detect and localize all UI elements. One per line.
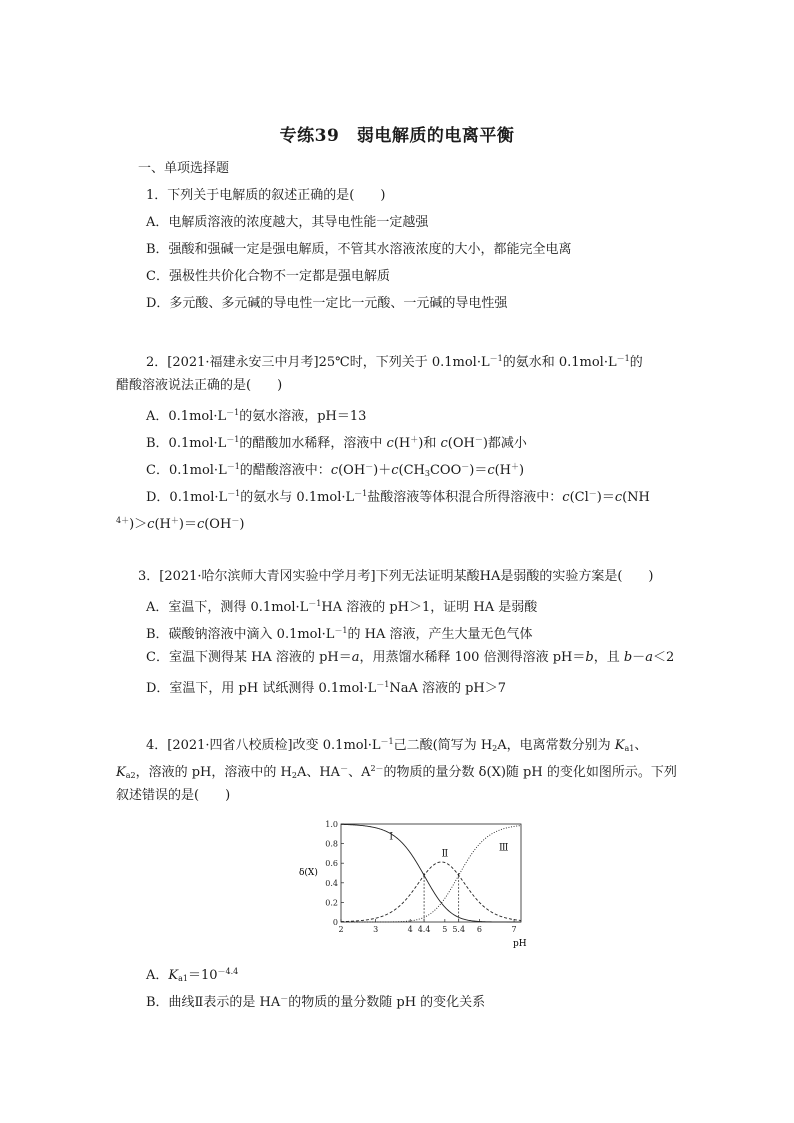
series-curve-3 (341, 826, 521, 922)
q1-option-b: B．强酸和强碱一定是强电解质，不管其水溶液浓度的大小，都能完全电离 (146, 242, 572, 257)
q4-stem: 4．[2021·四省八校质检]改变 $0.1mol\cdot L^{-1}$己二酸(简写为 $H_2A$，电离常数分别为 $K_{a1}$、 (146, 737, 648, 753)
y-tick-label: 0.8 (325, 839, 338, 849)
y-tick-label: 0.2 (325, 898, 338, 908)
q1-option-a: A．电解质溶液的浓度越大，其导电性能一定越强 (146, 215, 429, 230)
section-heading: 一、单项选择题 (138, 161, 230, 176)
q3-option-c: C．室温下测得某 HA 溶液的 pH＝a，用蒸馏水稀释 100 倍测得溶液 pH＝b，且 b－a＜2 (146, 650, 675, 665)
y-tick-label: 0.6 (325, 859, 338, 869)
page-title: 专练39 弱电解质的电离平衡 (279, 126, 515, 146)
q2-stem-cont: 醋酸溶液说法正确的是( ) (116, 378, 283, 393)
series-label-3: Ⅲ (498, 842, 509, 854)
q2-option-d: D．$0.1mol\cdot L^{-1}$的氨水与 $0.1mol\cdot L^{-1}$盐酸溶液等体积混合所得溶液中：c(Cl－)＝c(NH (146, 489, 650, 505)
series-label-1: Ⅰ (389, 831, 394, 843)
x-tick-label: 4.4 (417, 925, 431, 934)
series-curve-1 (341, 824, 521, 922)
delta-ph-chart (295, 815, 535, 950)
plot-frame (341, 824, 521, 922)
q3-option-b: B．碳酸钠溶液中滴入 $0.1mol\cdot L^{-1}$的 HA 溶液，产生大量无色气体 (146, 626, 533, 642)
x-tick-label: 2 (338, 925, 344, 934)
q4-option-a: A．$K_{a1}=10^{-4.4}$ (146, 967, 239, 983)
q2-option-a: A．$0.1mol\cdot L^{-1}$的氨水溶液，pH＝13 (146, 408, 367, 424)
q1-option-d: D．多元酸、多元碱的导电性一定比一元酸、一元碱的导电性强 (146, 296, 508, 311)
x-tick-label: 4 (407, 925, 413, 934)
q4-stem-cont2: 叙述错误的是( ) (116, 788, 231, 803)
q4-stem-cont: $K_{a2}$，溶液的 pH，溶液中的 $H_2A$、HA－、$A^{2-}$的物质的量分数 δ(X)随 pH 的变化如图所示。下列 (116, 764, 677, 780)
x-tick-label: 5.4 (452, 925, 466, 934)
y-tick-label: 1.0 (325, 820, 338, 829)
q1-stem: 1．下列关于电解质的叙述正确的是( ) (146, 188, 386, 203)
q2-option-c: C．$0.1mol\cdot L^{-1}$的醋酸溶液中：$c(OH^-)+c(CH_3COO^-)=c(H^+)$ (146, 462, 525, 478)
q3-stem: 3．[2021·哈尔滨师大青冈实验中学月考]下列无法证明某酸HA是弱酸的实验方案是( ) (138, 569, 654, 584)
q4-option-b: B．曲线Ⅱ表示的是 HA－的物质的量分数随 pH 的变化关系 (146, 994, 486, 1010)
q2-option-d-cont: $^{4+}$)＞c(H＋)＝c(OH－) (116, 516, 245, 532)
q2-stem: 2．[2021·福建永安三中月考]25℃时，下列关于 $0.1mol\cdot L^{-1}$的氨水和 $0.1mol\cdot L^{-1}$的 (146, 354, 643, 370)
x-axis-label: pH (513, 939, 527, 949)
y-tick-label: 0.4 (325, 878, 338, 888)
x-tick-label: 5 (442, 925, 448, 934)
series-label-2: Ⅱ (441, 848, 449, 860)
x-tick-label: 7 (511, 925, 517, 934)
y-axis-label: δ(X) (299, 868, 318, 878)
x-tick-label: 3 (373, 925, 379, 934)
x-tick-label: 6 (476, 925, 483, 934)
q3-option-a: A．室温下，测得 $0.1mol\cdot L^{-1}HA$ 溶液的 pH＞1，证明 HA 是弱酸 (146, 599, 538, 615)
q2-option-b: B．$0.1mol\cdot L^{-1}$的醋酸加水稀释，溶液中 c(H＋)和 c(OH－)都减小 (146, 435, 527, 451)
y-tick-label: 0 (332, 918, 338, 927)
q3-option-d: D．室温下，用 pH 试纸测得 $0.1mol\cdot L^{-1}NaA$ 溶液的 pH＞7 (146, 680, 507, 696)
series-curve-2 (341, 862, 521, 922)
q1-option-c: C．强极性共价化合物不一定都是强电解质 (146, 269, 390, 284)
